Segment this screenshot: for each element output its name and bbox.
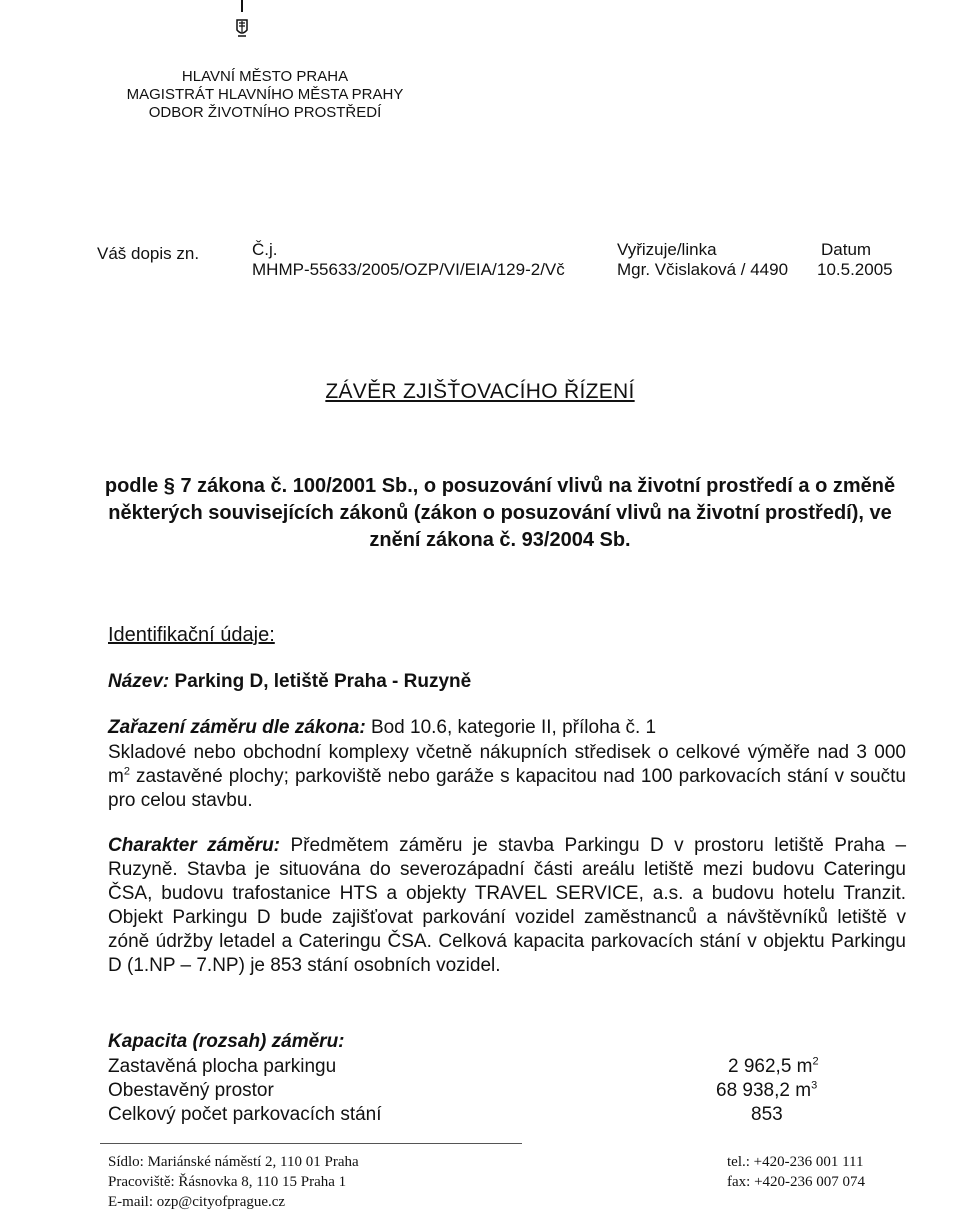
footer-divider [100,1143,522,1144]
capacity-row-label: Zastavěná plocha parkingu [108,1056,337,1077]
capacity-heading [108,1030,345,1054]
capacity-value-text: 68 938,2 m [716,1080,812,1101]
header-line-3: ODBOR ŽIVOTNÍHO PROSTŘEDÍ [148,104,382,121]
handler-value: Mgr. Včislaková / 4490 [617,260,789,279]
footer-fax: fax: +420-236 007 074 [727,1174,866,1190]
classification-desc-part-2: zastavěné plochy; parkoviště nebo garáže s kapacitou nad 100 parkovacích stání v součtu pro celou stavbu. [108,766,906,811]
capacity-row-label: Celkový počet parkovacích stání [108,1104,382,1125]
footer-address: Sídlo: Mariánské náměstí 2, 110 01 Praha [108,1154,359,1170]
footer-email: E-mail: ozp@cityofprague.cz [108,1194,286,1210]
footer-workplace: Pracoviště: Řásnovka 8, 110 15 Praha 1 [108,1174,347,1190]
capacity-value-text: 853 [751,1104,783,1125]
date-value: 10.5.2005 [817,260,893,279]
prague-crest-icon [234,0,250,42]
classification-desc-part-1: Skladové nebo obchodní komplexy včetně nákupních středisek o celkové výměře nad 3 000 m [108,742,906,787]
document-title: ZÁVĚR ZJIŠŤOVACÍHO ŘÍZENÍ [325,380,635,403]
character-label: Charakter záměru: [108,835,281,856]
capacity-row-value [751,1103,783,1127]
classification-value: Bod 10.6, kategorie II, příloha č. 1 [370,717,657,738]
name-value: Parking D, letiště Praha - Ruzyně [174,671,472,692]
classification-label: Zařazení záměru dle zákona: [108,717,366,738]
law-reference: podle § 7 zákona č. 100/2001 Sb., o posuzování vlivů na životní prostředí a o změně některých souvisejících zákonů (zákon o posuzování vlivů na životní prostředí), ve znění zákona č. 93/2004 Sb. [104,475,896,551]
identification-heading: Identifikační údaje: [108,624,275,646]
capacity-row-value [728,1055,819,1079]
capacity-value-sup: 2 [812,1055,819,1068]
cj-label: Č.j. [252,240,278,259]
classification-desc-sup: 2 [123,765,130,778]
capacity-row-label: Obestavěný prostor [108,1080,274,1101]
character-value: Předmětem záměru je stavba Parkingu D v prostoru letiště Praha – Ruzyně. Stavba je situována do severozápadní části areálu letiště mezi budovu Cateringu ČSA, budovu trafostanice HTS a objekty TRAVEL SERVICE, a.s. a budovu hotelu Tranzit. Objekt Parkingu D bude zajišťovat parkování vozidel zaměstnanců a návštěvníků letiště v zóně údržby letadel a Cateringu ČSA. Celková kapacita parkovacích stání v objektu Parkingu D (1.NP – 7.NP) je 853 stání osobních vozidel. [108,835,907,976]
capacity-row-value [716,1079,817,1103]
project-name-row [108,670,471,694]
capacity-value-sup: 3 [811,1079,818,1092]
classification-description [108,741,906,813]
capacity-heading-text: Kapacita (rozsah) záměru: [108,1031,345,1052]
name-label: Název: [108,671,170,692]
header-line-1: HLAVNÍ MĚSTO PRAHA [181,68,349,85]
date-label: Datum [821,240,872,259]
handler-label: Vyřizuje/linka [617,240,717,259]
footer-tel: tel.: +420-236 001 111 [727,1154,864,1170]
character-paragraph [108,834,906,978]
your-letter-label: Váš dopis zn. [97,244,200,263]
capacity-value-text: 2 962,5 m [728,1056,813,1077]
header-line-2: MAGISTRÁT HLAVNÍHO MĚSTA PRAHY [126,86,404,103]
classification-row [108,716,656,740]
cj-value: MHMP-55633/2005/OZP/VI/EIA/129-2/Vč [252,260,565,279]
